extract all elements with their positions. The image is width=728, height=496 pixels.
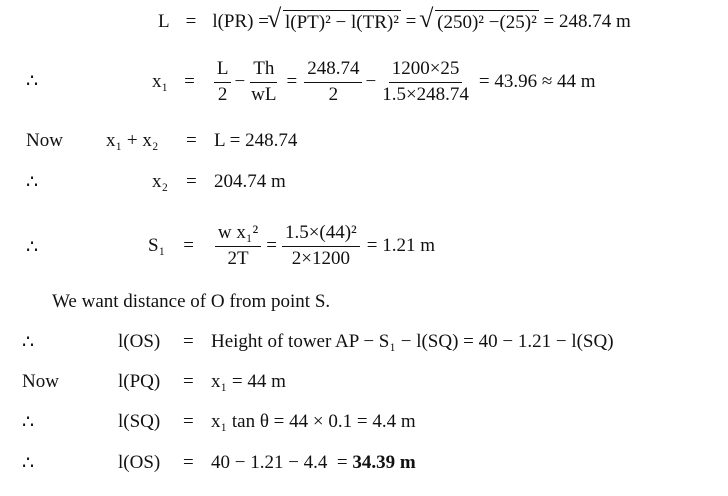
lhs-OS: l(OS) — [118, 331, 161, 352]
minus-sign: − — [234, 71, 246, 92]
result-x1: = 43.96 ≈ 44 m — [478, 71, 596, 92]
minus-sign-2: − — [365, 71, 377, 92]
rhs-OS-final — [211, 452, 416, 474]
rhs-L: L = 248.74 — [214, 130, 298, 151]
rhs-pr: l(PR) = — [212, 11, 269, 32]
therefore-symbol: ∴ — [26, 237, 39, 258]
lhs-x2: x₂ — [152, 171, 169, 192]
rhs-x2: 204.74 m — [214, 171, 286, 192]
fraction-Th-over-wL: $\frac{Th}{wL}$ — [251, 57, 277, 105]
sqrt-pt-tr: √ l(PT)² − l(TR)² — [266, 4, 399, 33]
equals-sign: = — [186, 130, 197, 151]
equation-row-5 — [148, 216, 435, 276]
equals-sign: = — [184, 71, 195, 92]
fraction-248-over-2: $\frac{248.74}{2}$ — [304, 59, 362, 106]
therefore-symbol: ∴ — [26, 71, 39, 92]
lhs-L: L — [158, 11, 170, 32]
result-L: = 248.74 m — [538, 11, 631, 32]
sqrt-values: √ (250)² −(25)² — [419, 4, 537, 33]
now-label: Now — [26, 130, 63, 151]
equals-sign: = — [183, 331, 194, 352]
result-S1: = 1.21 m — [366, 235, 436, 256]
therefore-symbol: ∴ — [22, 453, 35, 474]
fraction-sag-values: $\frac{\text{1.5×(44)²}}{2\times 1200}$ — [282, 223, 360, 270]
equals-sign-2: = — [286, 71, 298, 92]
equals-sign: = — [183, 371, 194, 392]
lhs-S1: S₁ — [148, 235, 166, 256]
lhs-PQ: l(PQ) — [118, 371, 161, 392]
equation-row-1 — [158, 4, 631, 40]
lhs-x1: x₁ — [152, 71, 169, 92]
rhs-OS-calc: 40 − 1.21 − 4.4 = — [211, 452, 353, 473]
equals-sign-2: = — [266, 235, 277, 256]
therefore-symbol: ∴ — [22, 332, 35, 353]
therefore-symbol: ∴ — [22, 412, 35, 433]
equals-sign: = — [183, 235, 194, 256]
equals-sign: = — [186, 171, 197, 192]
equals-sign: = — [183, 452, 194, 473]
therefore-symbol: ∴ — [26, 172, 39, 193]
equation-row-2 — [152, 54, 596, 110]
lhs-OS-final: l(OS) — [118, 452, 161, 473]
fraction-L-over-2: $\frac{L}{2}$ — [214, 59, 232, 106]
equals-sign: = — [185, 11, 197, 32]
rhs-PQ: x₁ = 44 m — [211, 371, 286, 392]
equals-sign: = — [183, 411, 194, 432]
fraction-1200x25: $\frac{1200\times 25}{1.5\times 248.74}$ — [382, 57, 469, 105]
statement-text: We want distance of O from point S. — [52, 291, 331, 312]
rhs-SQ: x₁ tan θ = 44 × 0.1 = 4.4 m — [211, 411, 416, 432]
lhs-SQ: l(SQ) — [118, 411, 161, 432]
final-answer: 34.39 m — [352, 452, 416, 473]
now-label: Now — [22, 371, 59, 392]
rhs-OS-expression: Height of tower AP − S₁ − l(SQ) = 40 − 1.21 − l(SQ) — [211, 331, 614, 352]
equals-sign-2: = — [400, 11, 422, 32]
lhs-x1-plus-x2: x₁ + x₂ — [106, 130, 159, 151]
fraction-wx1sq-over-2T: $\frac{\text{w x₁²}}{2T}$ — [215, 223, 261, 270]
